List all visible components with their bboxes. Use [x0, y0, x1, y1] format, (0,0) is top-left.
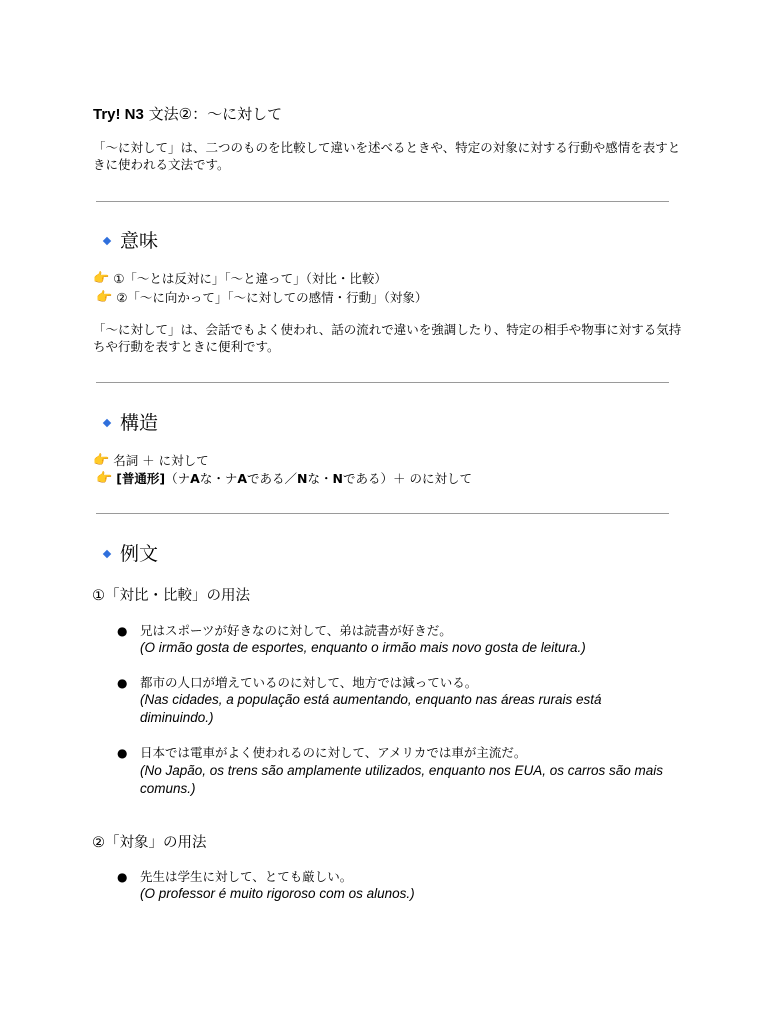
pointing-hand-icon: 👉	[96, 290, 113, 305]
structure-line-1-text: 名詞 ＋ に対して	[113, 453, 209, 468]
structure-part: である／	[247, 471, 298, 486]
example-translation: (No Japão, os trens são amplamente utilizados, enquanto nos EUA, os carros são mais comuns.)	[140, 763, 664, 796]
meaning-line-2	[96, 289, 427, 306]
meaning-line-1	[93, 270, 387, 287]
usage-1-heading: ①「対比・比較」の用法	[92, 588, 250, 604]
bullet-icon: ●	[117, 624, 128, 638]
section-heading-text: 意味	[120, 230, 159, 252]
pointing-hand-icon: 👉	[93, 453, 110, 468]
section-heading-text: 構造	[120, 412, 159, 434]
structure-part: （ナ	[165, 471, 191, 486]
structure-line-2-text	[116, 470, 472, 487]
section-heading-meaning	[100, 229, 158, 253]
example-jp: 都市の人口が増えているのに対して、地方では減っている。	[140, 675, 478, 690]
divider	[96, 513, 669, 514]
intro-paragraph: 「〜に対して」は、二つのものを比較して違いを述べるときや、特定の対象に対する行動や感情を表すときに使われる文法です。	[93, 140, 681, 172]
structure-line-2	[96, 470, 472, 487]
example-jp: 先生は学生に対して、とても厳しい。	[140, 869, 353, 884]
structure-form-bold: [普通形]	[116, 471, 166, 486]
structure-part: な・ナ	[199, 471, 238, 486]
structure-part: である）＋ のに対して	[343, 471, 472, 486]
example-translation: (O irmão gosta de esportes, enquanto o irmão mais novo gosta de leitura.)	[140, 640, 586, 655]
bullet-icon: ●	[117, 676, 128, 690]
bullet-icon: ●	[117, 746, 128, 760]
structure-part-bold: A	[190, 471, 200, 486]
structure-part-bold: N	[297, 471, 308, 486]
structure-line-1	[93, 452, 209, 469]
meaning-paragraph: 「〜に対して」は、会話でもよく使われ、話の流れで違いを強調したり、特定の相手や物事に対する気持ちや行動を表すときに便利です。	[93, 322, 682, 354]
title-bold: Try! N3	[93, 106, 144, 123]
diamond-bullet-icon	[103, 237, 111, 245]
pointing-hand-icon: 👉	[96, 471, 113, 486]
bullet-icon: ●	[117, 870, 128, 884]
divider	[96, 382, 669, 383]
page-title	[93, 104, 282, 125]
structure-part-bold: A	[237, 471, 248, 486]
pointing-hand-icon: 👉	[93, 271, 110, 286]
example-translation: (O professor é muito rigoroso com os alunos.)	[140, 886, 415, 901]
diamond-bullet-icon	[103, 419, 111, 427]
structure-part: な・	[307, 471, 333, 486]
divider	[96, 201, 669, 202]
section-heading-structure	[100, 411, 158, 435]
example-jp: 兄はスポーツが好きなのに対して、弟は読書が好きだ。	[140, 623, 452, 638]
title-rest: 文法②：〜に対して	[143, 105, 283, 123]
example-translation: (Nas cidades, a população está aumentando, enquanto nas áreas rurais está diminuindo.)	[140, 692, 602, 725]
meaning-line-2-text: ②「〜に向かって」「〜に対しての感情・行動」（対象）	[116, 290, 428, 305]
structure-part-bold: N	[332, 471, 343, 486]
section-heading-text: 例文	[120, 543, 159, 565]
diamond-bullet-icon	[103, 550, 111, 558]
usage-2-heading: ②「対象」の用法	[92, 835, 207, 851]
section-heading-examples	[100, 542, 158, 566]
meaning-line-1-text: ①「〜とは反対に」「〜と違って」（対比・比較）	[113, 271, 387, 286]
example-jp: 日本では電車がよく使われるのに対して、アメリカでは車が主流だ。	[140, 745, 527, 760]
